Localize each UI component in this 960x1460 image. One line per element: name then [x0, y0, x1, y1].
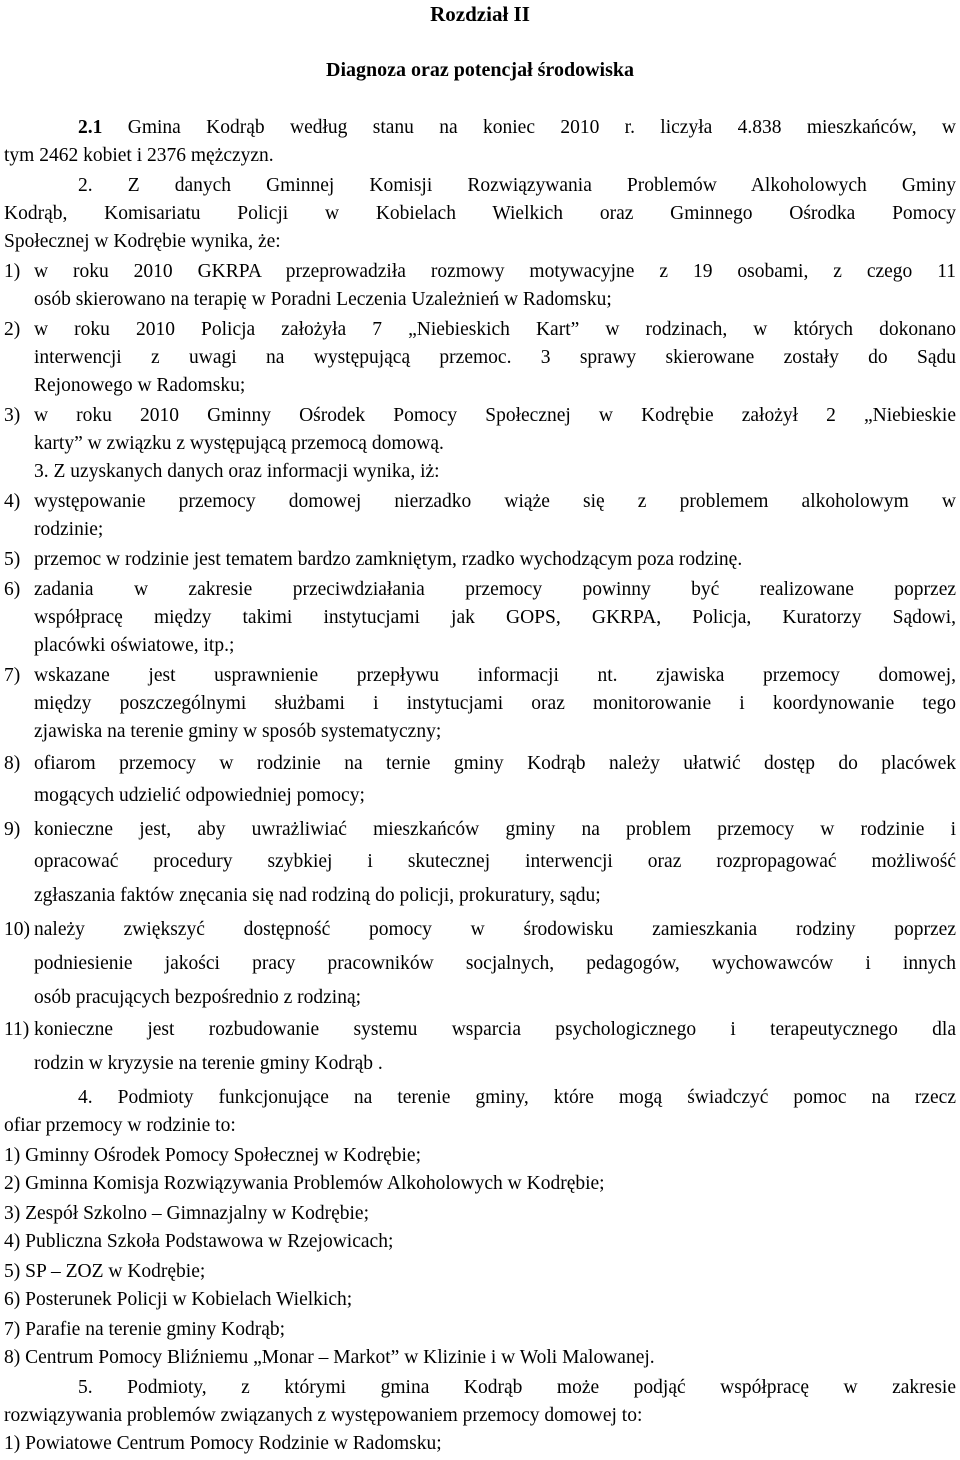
list-item: 1) Powiatowe Centrum Pomocy Rodzinie w Radomsku; — [4, 1433, 442, 1454]
list-item-number: 6) — [4, 579, 21, 600]
list-item-text: współpracę między takimi instytucjami jak GOPS, GKRPA, Policja, Kuratorzy Sądowi, — [34, 607, 956, 628]
list-item-text: osób skierowano na terapię w Poradni Leczenia Uzależnień w Radomsku; — [34, 289, 612, 310]
paragraph-2-line-2: Kodrąb, Komisariatu Policji w Kobielach Wielkich oraz Gminnego Ośrodka Pomocy — [4, 203, 956, 224]
list-item: 7) Parafie na terenie gminy Kodrąb; — [4, 1319, 286, 1340]
paragraph-4-line-1: 4. Podmioty funkcjonujące na terenie gminy, które mogą świadczyć pomoc na rzecz — [78, 1087, 956, 1108]
paragraph-2-1-line-2: tym 2462 kobiet i 2376 mężczyzn. — [4, 145, 274, 166]
list-item-text: rodzin w kryzysie na terenie gminy Kodrąb . — [34, 1053, 383, 1074]
paragraph-2-line-1: 2. Z danych Gminnej Komisji Rozwiązywania Problemów Alkoholowych Gminy — [78, 175, 956, 196]
list-item: 8) Centrum Pomocy Bliźniemu „Monar – Markot” w Klizinie i w Woli Malowanej. — [4, 1347, 655, 1368]
list-item-text: mogących udzielić odpowiedniej pomocy; — [34, 785, 365, 806]
list-item-text: placówki oświatowe, itp.; — [34, 635, 235, 656]
list-item-number: 10) — [4, 919, 30, 940]
list-item-number: 5) — [4, 549, 21, 570]
list-item-text: podniesienie jakości pracy pracowników socjalnych, pedagogów, wychowawców i innych — [34, 953, 956, 974]
list-item-number: 9) — [4, 819, 21, 840]
list-item-text: w roku 2010 GKRPA przeprowadziła rozmowy motywacyjne z 19 osobami, z czego 11 — [34, 261, 956, 282]
list-item-number: 3) — [4, 405, 21, 426]
list-item-text: Rejonowego w Radomsku; — [34, 375, 246, 396]
list-item: 4) Publiczna Szkoła Podstawowa w Rzejowicach; — [4, 1231, 394, 1252]
list-item: 5) SP – ZOZ w Kodrębie; — [4, 1261, 206, 1282]
list-item-text: w roku 2010 Gminny Ośrodek Pomocy Społecznej w Kodrębie założył 2 „Niebieskie — [34, 405, 956, 426]
list-item-number: 8) — [4, 753, 21, 774]
list-item-text: między poszczególnymi służbami i instytucjami oraz monitorowanie i koordynowanie tego — [34, 693, 956, 714]
list-item: 6) Posterunek Policji w Kobielach Wielkich; — [4, 1289, 353, 1310]
paragraph-3: 3. Z uzyskanych danych oraz informacji wynika, iż: — [34, 461, 440, 482]
list-item-text: występowanie przemocy domowej nierzadko wiąże się z problemem alkoholowym w — [34, 491, 956, 512]
list-item-text: konieczne jest, aby uwrażliwiać mieszkańców gminy na problem przemocy w rodzinie i — [34, 819, 956, 840]
list-item-number: 1) — [4, 261, 21, 282]
paragraph-5-line-1: 5. Podmioty, z którymi gmina Kodrąb może podjąć współpracę w zakresie — [78, 1377, 956, 1398]
list-item-text: opracować procedury szybkiej i skutecznej interwencji oraz rozpropagować możliwość — [34, 851, 956, 872]
list-item: 2) Gminna Komisja Rozwiązywania Problemów Alkoholowych w Kodrębie; — [4, 1173, 605, 1194]
list-item-number: 2) — [4, 319, 21, 340]
paragraph-4-line-2: ofiar przemocy w rodzinie to: — [4, 1115, 236, 1136]
list-item: 3) Zespół Szkolno – Gimnazjalny w Kodrębie; — [4, 1203, 370, 1224]
list-item-number: 4) — [4, 491, 21, 512]
list-item-number: 7) — [4, 665, 21, 686]
list-item-text: rodzinie; — [34, 519, 104, 540]
list-item-text: należy zwiększyć dostępność pomocy w środowisku zamieszkania rodziny poprzez — [34, 919, 956, 940]
list-item-text: zadania w zakresie przeciwdziałania przemocy powinny być realizowane poprzez — [34, 579, 956, 600]
chapter-heading: Rozdział II — [430, 2, 530, 26]
list-item-text: interwencji z uwagi na występującą przemoc. 3 sprawy skierowane zostały do Sądu — [34, 347, 956, 368]
paragraph-2-1-line-1 — [78, 114, 956, 142]
list-item-text: przemoc w rodzinie jest tematem bardzo zamkniętym, rzadko wychodzącym poza rodzinę. — [34, 549, 743, 570]
list-item-text: w roku 2010 Policja założyła 7 „Niebieskich Kart” w rodzinach, w których dokonano — [34, 319, 956, 340]
list-item-text: ofiarom przemocy w rodzinie na ternie gminy Kodrąb należy ułatwić dostęp do placówek — [34, 753, 956, 774]
list-item-number: 11) — [4, 1019, 30, 1040]
list-item-text: karty” w związku z występującą przemocą domową. — [34, 433, 444, 454]
paragraph-5-line-2: rozwiązywania problemów związanych z występowaniem przemocy domowej to: — [4, 1405, 643, 1426]
paragraph-2-line-3: Społecznej w Kodrębie wynika, że: — [4, 231, 281, 252]
list-item-text: zgłaszania faktów znęcania się nad rodziną do policji, prokuratury, sądu; — [34, 885, 601, 906]
section-title: Diagnoza oraz potencjał środowiska — [326, 59, 634, 81]
paragraph-2-1-number: 2.1 — [78, 117, 103, 138]
list-item-text: wskazane jest usprawnienie przepływu informacji nt. zjawiska przemocy domowej, — [34, 665, 956, 686]
list-item-text: konieczne jest rozbudowanie systemu wsparcia psychologicznego i terapeutycznego dla — [34, 1019, 956, 1040]
list-item: 1) Gminny Ośrodek Pomocy Społecznej w Kodrębie; — [4, 1145, 422, 1166]
list-item-text: osób pracujących bezpośrednio z rodziną; — [34, 987, 362, 1008]
paragraph-2-1-text: Gmina Kodrąb według stanu na koniec 2010 r. liczyła 4.838 mieszkańców, w — [127, 117, 957, 138]
list-item-text: zjawiska na terenie gminy w sposób systematyczny; — [34, 721, 442, 742]
